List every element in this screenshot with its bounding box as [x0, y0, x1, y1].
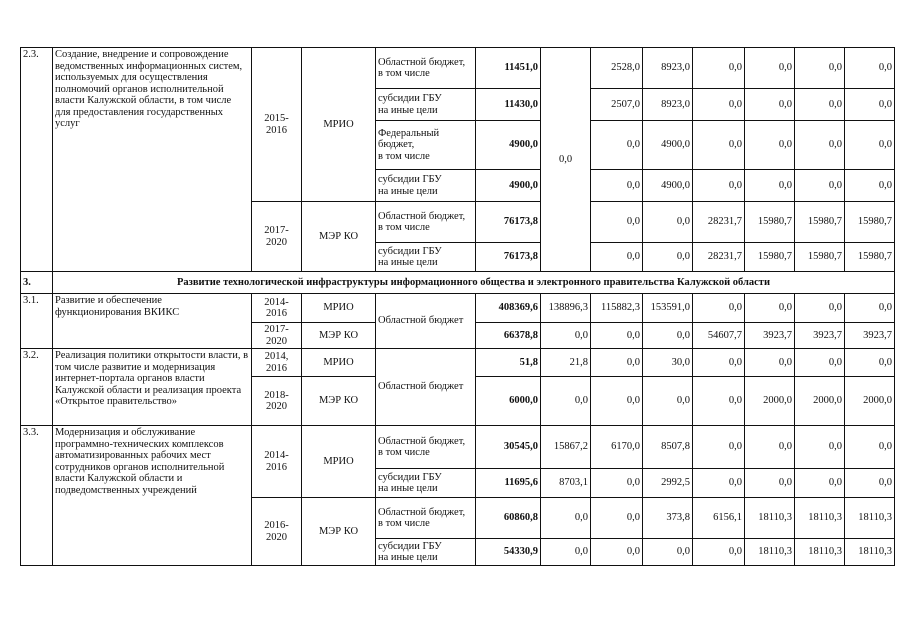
value-cell: 0,0 [693, 469, 745, 498]
value-cell: 0,0 [591, 323, 643, 349]
value-cell: 2000,0 [745, 377, 795, 426]
funding-source: субсидии ГБУ на иные цели [376, 243, 476, 272]
value-cell: 0,0 [795, 294, 845, 323]
value-cell: 0,0 [591, 202, 643, 243]
value-cell: 0,0 [541, 539, 591, 566]
value-cell: 15980,7 [845, 243, 895, 272]
funding-source: Областной бюджет, в том числе [376, 48, 476, 89]
value-cell: 4900,0 [643, 121, 693, 170]
value-cell: 0,0 [591, 170, 643, 202]
value-cell: 0,0 [845, 349, 895, 377]
row-number: 3.3. [21, 426, 53, 566]
executor-cell: МРИО [302, 349, 376, 377]
value-cell: 15867,2 [541, 426, 591, 469]
table-row [21, 48, 895, 89]
value-cell: 138896,3 [541, 294, 591, 323]
value-cell: 0,0 [643, 539, 693, 566]
funding-source: субсидии ГБУ на иные цели [376, 89, 476, 121]
value-cell: 0,0 [643, 202, 693, 243]
value-cell: 0,0 [591, 469, 643, 498]
value-cell: 8923,0 [643, 48, 693, 89]
value-cell: 0,0 [845, 294, 895, 323]
value-cell: 0,0 [745, 170, 795, 202]
value-cell: 30,0 [643, 349, 693, 377]
value-cell: 115882,3 [591, 294, 643, 323]
executor-cell: МРИО [302, 48, 376, 202]
value-cell: 0,0 [795, 426, 845, 469]
value-cell: 0,0 [745, 426, 795, 469]
period-cell: 2015-2016 [252, 48, 302, 202]
funding-source: субсидии ГБУ на иные цели [376, 469, 476, 498]
value-cell: 28231,7 [693, 243, 745, 272]
merged-value-cell: 0,0 [541, 48, 591, 272]
value-cell: 2000,0 [795, 377, 845, 426]
row-number: 3.1. [21, 294, 53, 349]
funding-source: Областной бюджет, в том числе [376, 498, 476, 539]
value-cell: 0,0 [693, 89, 745, 121]
value-cell: 0,0 [693, 377, 745, 426]
period-cell: 2014-2016 [252, 426, 302, 498]
value-cell: 18110,3 [845, 498, 895, 539]
value-cell: 0,0 [643, 243, 693, 272]
value-cell: 0,0 [643, 377, 693, 426]
value-cell: 0,0 [845, 121, 895, 170]
value-cell: 0,0 [591, 377, 643, 426]
value-cell: 0,0 [845, 48, 895, 89]
value-cell: 3923,7 [845, 323, 895, 349]
period-cell: 2014, 2016 [252, 349, 302, 377]
measure-name: Создание, внедрение и сопровождение ведомственных информационных систем, используемых для осуществления полномочий органов исполнительной власти Калужской области, в том числе для предоставления государственных услуг [53, 48, 252, 272]
value-cell: 0,0 [795, 469, 845, 498]
value-cell: 0,0 [591, 539, 643, 566]
value-cell: 0,0 [795, 349, 845, 377]
value-cell: 2528,0 [591, 48, 643, 89]
value-cell: 6170,0 [591, 426, 643, 469]
executor-cell: МЭР КО [302, 202, 376, 272]
value-cell: 2992,5 [643, 469, 693, 498]
value-cell: 2000,0 [845, 377, 895, 426]
value-cell: 4900,0 [643, 170, 693, 202]
period-cell: 2017-2020 [252, 323, 302, 349]
value-cell: 0,0 [693, 121, 745, 170]
value-cell: 0,0 [693, 294, 745, 323]
total-cell: 6000,0 [476, 377, 541, 426]
value-cell: 0,0 [591, 121, 643, 170]
funding-source: субсидии ГБУ на иные цели [376, 539, 476, 566]
section-title: Развитие технологической инфраструктуры информационного общества и электронного правительства Калужской области [53, 272, 895, 294]
value-cell: 373,8 [643, 498, 693, 539]
funding-source: Областной бюджет, в том числе [376, 202, 476, 243]
table-row [21, 294, 895, 323]
value-cell: 8507,8 [643, 426, 693, 469]
total-cell: 11451,0 [476, 48, 541, 89]
value-cell: 0,0 [745, 469, 795, 498]
total-cell: 408369,6 [476, 294, 541, 323]
measure-name: Развитие и обеспечение функционирования ВКИКС [53, 294, 252, 349]
executor-cell: МЭР КО [302, 323, 376, 349]
value-cell: 0,0 [845, 170, 895, 202]
funding-source: Областной бюджет [376, 294, 476, 349]
value-cell: 0,0 [795, 89, 845, 121]
value-cell: 0,0 [745, 294, 795, 323]
value-cell: 0,0 [845, 469, 895, 498]
total-cell: 51,8 [476, 349, 541, 377]
value-cell: 0,0 [795, 170, 845, 202]
total-cell: 76173,8 [476, 202, 541, 243]
row-number: 3.2. [21, 349, 53, 426]
value-cell: 0,0 [693, 48, 745, 89]
value-cell: 15980,7 [795, 243, 845, 272]
value-cell: 8703,1 [541, 469, 591, 498]
funding-source: Областной бюджет [376, 349, 476, 426]
value-cell: 0,0 [693, 426, 745, 469]
value-cell: 0,0 [591, 498, 643, 539]
value-cell: 0,0 [845, 426, 895, 469]
total-cell: 60860,8 [476, 498, 541, 539]
value-cell: 28231,7 [693, 202, 745, 243]
section-row [21, 272, 895, 294]
measure-name: Модернизация и обслуживание программно-технических комплексов автоматизированных рабочих мест сотрудников органов исполнительной власти Калужской области и подведомственных учреждений [53, 426, 252, 566]
total-cell: 4900,0 [476, 170, 541, 202]
value-cell: 0,0 [745, 349, 795, 377]
funding-source: субсидии ГБУ на иные цели [376, 170, 476, 202]
value-cell: 0,0 [795, 48, 845, 89]
value-cell: 21,8 [541, 349, 591, 377]
executor-cell: МЭР КО [302, 498, 376, 566]
value-cell: 0,0 [541, 323, 591, 349]
value-cell: 2507,0 [591, 89, 643, 121]
value-cell: 0,0 [591, 349, 643, 377]
value-cell: 0,0 [541, 377, 591, 426]
table-row [21, 426, 895, 469]
row-number: 2.3. [21, 48, 53, 272]
value-cell: 15980,7 [745, 243, 795, 272]
value-cell: 0,0 [643, 323, 693, 349]
period-cell: 2017-2020 [252, 202, 302, 272]
budget-table [20, 47, 895, 566]
executor-cell: МЭР КО [302, 377, 376, 426]
value-cell: 153591,0 [643, 294, 693, 323]
value-cell: 0,0 [693, 170, 745, 202]
executor-cell: МРИО [302, 426, 376, 498]
total-cell: 76173,8 [476, 243, 541, 272]
table-row [21, 349, 895, 377]
value-cell: 15980,7 [845, 202, 895, 243]
value-cell: 0,0 [541, 498, 591, 539]
value-cell: 15980,7 [745, 202, 795, 243]
executor-cell: МРИО [302, 294, 376, 323]
total-cell: 30545,0 [476, 426, 541, 469]
funding-source: Областной бюджет, в том числе [376, 426, 476, 469]
period-cell: 2018-2020 [252, 377, 302, 426]
total-cell: 66378,8 [476, 323, 541, 349]
value-cell: 3923,7 [795, 323, 845, 349]
value-cell: 18110,3 [795, 498, 845, 539]
funding-source: Федеральный бюджет, в том числе [376, 121, 476, 170]
measure-name: Реализация политики открытости власти, в том числе развитие и модернизация интернет-портала органов власти Калужской области и реализация проекта «Открытое правительство» [53, 349, 252, 426]
period-cell: 2014-2016 [252, 294, 302, 323]
value-cell: 6156,1 [693, 498, 745, 539]
value-cell: 8923,0 [643, 89, 693, 121]
value-cell: 18110,3 [745, 539, 795, 566]
value-cell: 3923,7 [745, 323, 795, 349]
value-cell: 0,0 [845, 89, 895, 121]
value-cell: 18110,3 [795, 539, 845, 566]
value-cell: 0,0 [591, 243, 643, 272]
total-cell: 11430,0 [476, 89, 541, 121]
value-cell: 0,0 [693, 349, 745, 377]
value-cell: 15980,7 [795, 202, 845, 243]
value-cell: 0,0 [795, 121, 845, 170]
value-cell: 0,0 [693, 539, 745, 566]
value-cell: 54607,7 [693, 323, 745, 349]
value-cell: 18110,3 [845, 539, 895, 566]
value-cell: 0,0 [745, 48, 795, 89]
total-cell: 11695,6 [476, 469, 541, 498]
period-cell: 2016-2020 [252, 498, 302, 566]
value-cell: 0,0 [745, 89, 795, 121]
section-number: 3. [21, 272, 53, 294]
total-cell: 4900,0 [476, 121, 541, 170]
total-cell: 54330,9 [476, 539, 541, 566]
value-cell: 18110,3 [745, 498, 795, 539]
value-cell: 0,0 [745, 121, 795, 170]
